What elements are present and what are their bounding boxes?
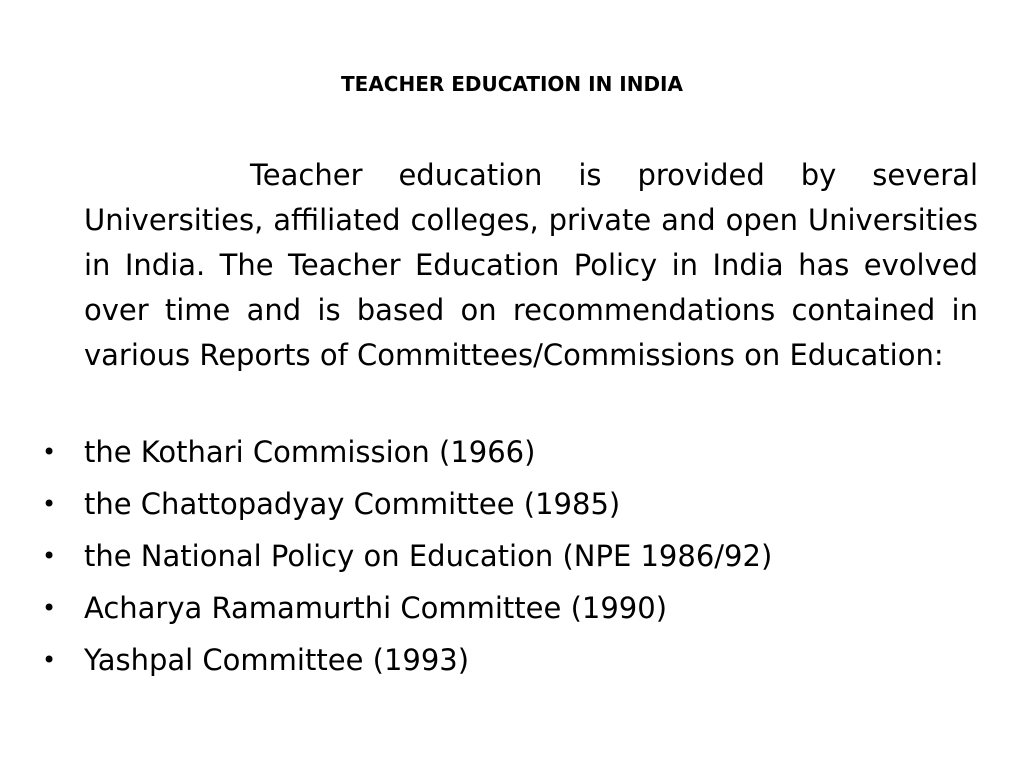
list-item-text: Acharya Ramamurthi Committee (1990) — [84, 591, 668, 625]
list-item — [0, 430, 1024, 482]
bullet-dot-icon: • — [42, 490, 57, 518]
list-item-text: the Kothari Commission (1966) — [84, 435, 536, 469]
list-item — [0, 638, 1024, 690]
committee-list — [0, 430, 1024, 690]
list-item-text: the Chattopadyay Committee (1985) — [84, 487, 621, 521]
bullet-dot-icon: • — [42, 438, 57, 466]
list-item — [0, 482, 1024, 534]
list-item — [0, 534, 1024, 586]
intro-paragraph: Teacher education is provided by several Universities, affiliated colleges, private and open Universities in India. The Teacher Education Policy in India has evolved over time and is based on recommendations contained in various Reports of Committees/Commissions on Education: — [84, 158, 978, 372]
bullet-dot-icon: • — [42, 542, 57, 570]
list-item — [0, 586, 1024, 638]
slide-title: TEACHER EDUCATION IN INDIA — [341, 72, 683, 96]
list-item-text: the National Policy on Education (NPE 1986/92) — [84, 539, 773, 573]
bullet-dot-icon: • — [42, 646, 57, 674]
list-item-text: Yashpal Committee (1993) — [84, 643, 470, 677]
bullet-dot-icon: • — [42, 594, 57, 622]
